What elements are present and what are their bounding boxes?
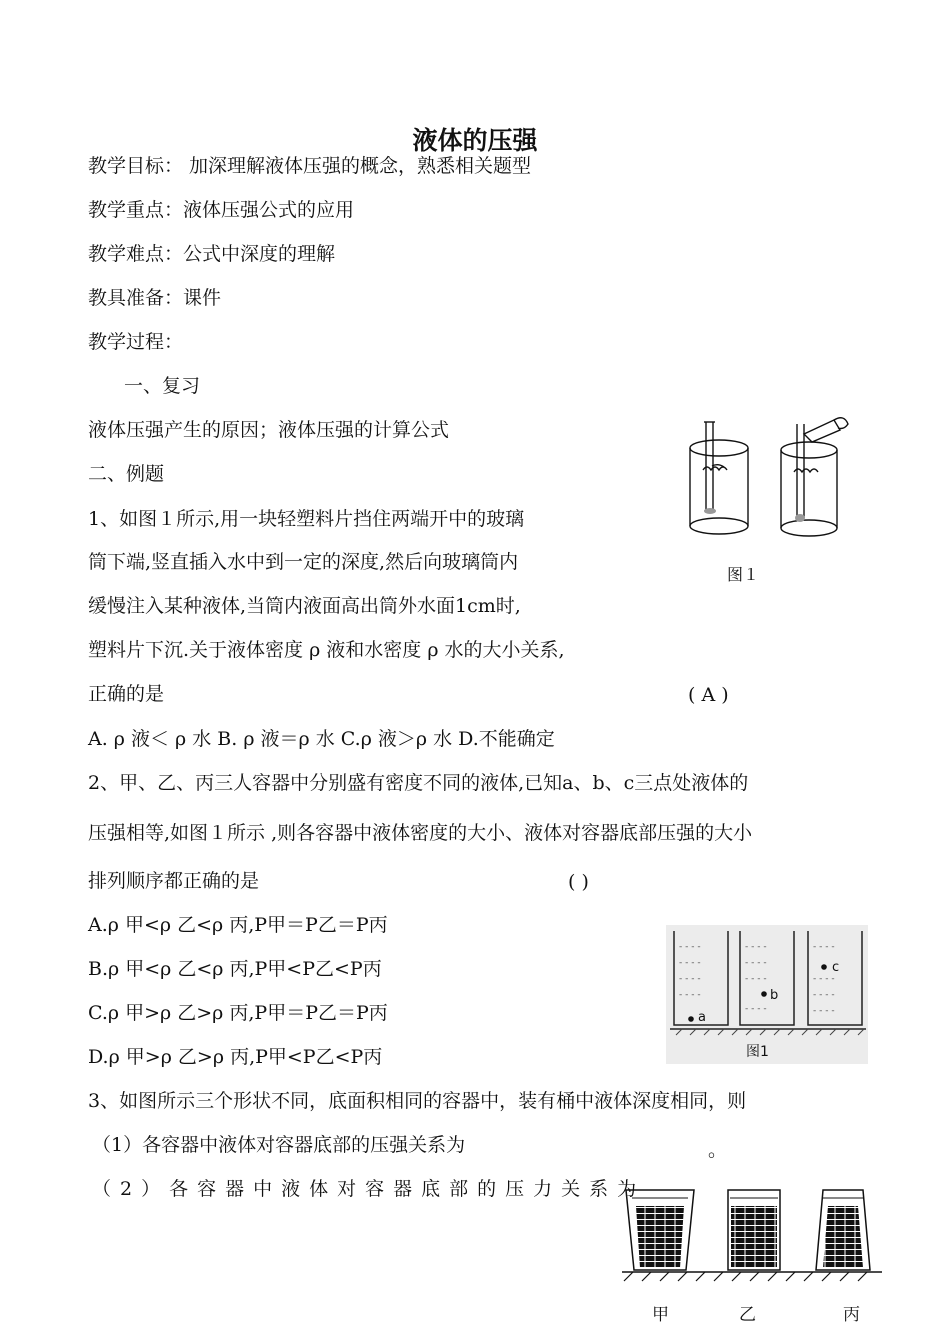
container-label-yi: 乙 bbox=[739, 1305, 756, 1325]
q1-line-5: 正确的是 bbox=[88, 683, 165, 705]
page-title: 液体的压强 bbox=[412, 126, 538, 155]
svg-text:- - - -: - - - - bbox=[679, 958, 701, 968]
q1-line-4: 塑料片下沉.关于液体密度 ρ 液和水密度 ρ 水的大小关系, bbox=[88, 639, 565, 661]
svg-text:- - - -: - - - - bbox=[745, 1004, 767, 1014]
q3-stem: 3、如图所示三个形状不同，底面积相同的容器中，装有桶中液体深度相同，则 bbox=[88, 1090, 747, 1112]
q1-line-2: 筒下端,竖直插入水中到一定的深度,然后向玻璃筒内 bbox=[88, 551, 519, 573]
point-c-label: c bbox=[832, 960, 840, 975]
q2-answer: ( ) bbox=[568, 871, 589, 893]
svg-text:- - - -: - - - - bbox=[813, 1006, 835, 1016]
q2-option-c: C.ρ 甲>ρ 乙>ρ 丙,P甲＝P乙＝P丙 bbox=[88, 1002, 388, 1024]
teaching-key-point: 教学重点：液体压强公式的应用 bbox=[88, 199, 355, 221]
point-b-label: b bbox=[770, 988, 779, 1003]
svg-text:- - - -: - - - - bbox=[679, 942, 701, 952]
teaching-tools: 教具准备：课件 bbox=[88, 287, 222, 309]
section-examples-heading: 二、例题 bbox=[88, 463, 165, 485]
svg-text:- - - -: - - - - bbox=[679, 974, 701, 984]
svg-text:- - - -: - - - - bbox=[679, 990, 701, 1000]
container-label-jia: 甲 bbox=[652, 1305, 669, 1325]
q2-figure bbox=[666, 925, 868, 1064]
teaching-goal: 教学目标： 加深理解液体压强的概念，熟悉相关题型 bbox=[88, 155, 532, 177]
section-review-content: 液体压强产生的原因；液体压强的计算公式 bbox=[88, 419, 450, 441]
q2-option-d: D.ρ 甲>ρ 乙>ρ 丙,P甲<P乙<P丙 bbox=[88, 1046, 383, 1068]
svg-text:- - - -: - - - - bbox=[813, 942, 835, 952]
q1-line-1: 1、如图１所示,用一块轻塑料片挡住两端开中的玻璃 bbox=[88, 508, 525, 530]
q3-part1-end: 。 bbox=[708, 1139, 728, 1161]
q2-figure-caption: 图1 bbox=[746, 1044, 769, 1060]
container-label-bing: 丙 bbox=[843, 1305, 860, 1325]
q2-option-a: A.ρ 甲<ρ 乙<ρ 丙,P甲＝P乙＝P丙 bbox=[88, 914, 388, 936]
q1-line-3: 缓慢注入某种液体,当筒内液面高出筒外水面1cm时, bbox=[88, 595, 521, 617]
q3-part1: （1）各容器中液体对容器底部的压强关系为 bbox=[92, 1134, 466, 1156]
q1-figure-caption: 图１ bbox=[727, 565, 760, 584]
q3-part2: （2）各容器中液体对容器底部的压力关系为 bbox=[92, 1178, 646, 1200]
svg-text:- - - -: - - - - bbox=[745, 958, 767, 968]
svg-text:- - - -: - - - - bbox=[745, 974, 767, 984]
q2-line-2: 压强相等,如图１所示 ,则各容器中液体密度的大小、液体对容器底部压强的大小 bbox=[88, 822, 753, 844]
svg-text:- - - -: - - - - bbox=[813, 990, 835, 1000]
teaching-difficulty: 教学难点：公式中深度的理解 bbox=[88, 243, 336, 265]
q1-answer: ( A ) bbox=[688, 684, 729, 706]
q2-line-3: 排列顺序都正确的是 bbox=[88, 870, 260, 892]
q2-option-b: B.ρ 甲<ρ 乙<ρ 丙,P甲<P乙<P丙 bbox=[88, 958, 382, 980]
q1-figure-tubes bbox=[680, 412, 880, 562]
svg-text:- - - -: - - - - bbox=[813, 974, 835, 984]
q3-figure-containers bbox=[620, 1184, 890, 1290]
q1-options: A. ρ 液＜ ρ 水 B. ρ 液＝ρ 水 C.ρ 液＞ρ 水 D.不能确定 bbox=[88, 728, 555, 750]
svg-text:- - - -: - - - - bbox=[745, 942, 767, 952]
point-a-label: a bbox=[698, 1010, 706, 1025]
section-review-heading: 一、复习 bbox=[124, 375, 201, 397]
teaching-process: 教学过程： bbox=[88, 331, 184, 353]
q2-line-1: 2、甲、乙、丙三人容器中分别盛有密度不同的液体,已知a、b、c三点处液体的 bbox=[88, 772, 749, 794]
